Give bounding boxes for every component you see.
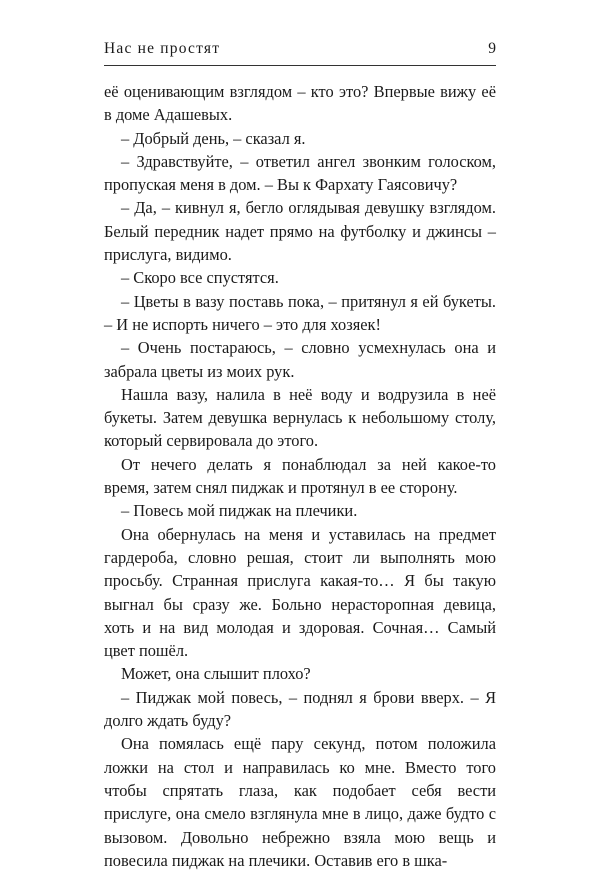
page-number: 9 xyxy=(488,40,496,57)
paragraph: – Добрый день, – сказал я. xyxy=(121,128,306,148)
paragraph: Нашла вазу, налила в неё воду и водрузила в неё букеты. Затем девушка вернулась к небольшому столу, который сервировала до этого. xyxy=(104,384,496,451)
paragraph: – Пиджак мой повесь, – поднял я брови вверх. – Я долго ждать буду? xyxy=(104,687,496,731)
paragraph: – Да, – кивнул я, бегло оглядывая девушку взглядом. Белый передник надет прямо на футболку и джинсы – прислуга, видимо. xyxy=(104,198,496,265)
paragraph: Она помялась ещё пару секунд, потом положила ложки на стол и направилась ко мне. Вместо того чтобы спрятать глаза, как подобает себя вести прислуге, она смело взглянула мне в лицо, даже будто с вызовом. Довольно небрежно взяла мою вещь и повесила пиджак на плечики. Оставив его в шка- xyxy=(104,734,496,870)
paragraph: – Здравствуйте, – ответил ангел звонким голоском, пропуская меня в дом. – Вы к Фархату Гаясовичу? xyxy=(104,151,496,195)
paragraph: – Повесь мой пиджак на плечики. xyxy=(121,501,358,521)
header-rule xyxy=(104,65,496,66)
paragraph: Может, она слышит плохо? xyxy=(121,664,311,684)
paragraph: – Скоро все спустятся. xyxy=(121,268,279,288)
paragraph: От нечего делать я понаблюдал за ней какое-то время, затем снял пиджак и протянул в ее сторону. xyxy=(104,454,496,498)
paragraph: – Очень постараюсь, – словно усмехнулась она и забрала цветы из моих рук. xyxy=(104,338,496,381)
paragraph: её оценивающим взглядом – кто это? Впервые вижу её в доме Адашевых. xyxy=(104,82,496,125)
running-head xyxy=(104,40,496,62)
paragraph: Она обернулась на меня и уставилась на предмет гардероба, словно решая, стоит ли выполнять мою просьбу. Странная прислуга какая-то… Я бы такую выгнал бы сразу же. Больно нерасторопная девица, хоть и на вид молодая и здоровая. Сочная… Самый цвет пошёл. xyxy=(104,524,496,661)
body-text xyxy=(104,80,496,872)
running-title: Нас не простят xyxy=(104,40,221,57)
paragraph: – Цветы в вазу поставь пока, – притянул я ей букеты. – И не испорть ничего – это для хозяек! xyxy=(104,291,496,334)
